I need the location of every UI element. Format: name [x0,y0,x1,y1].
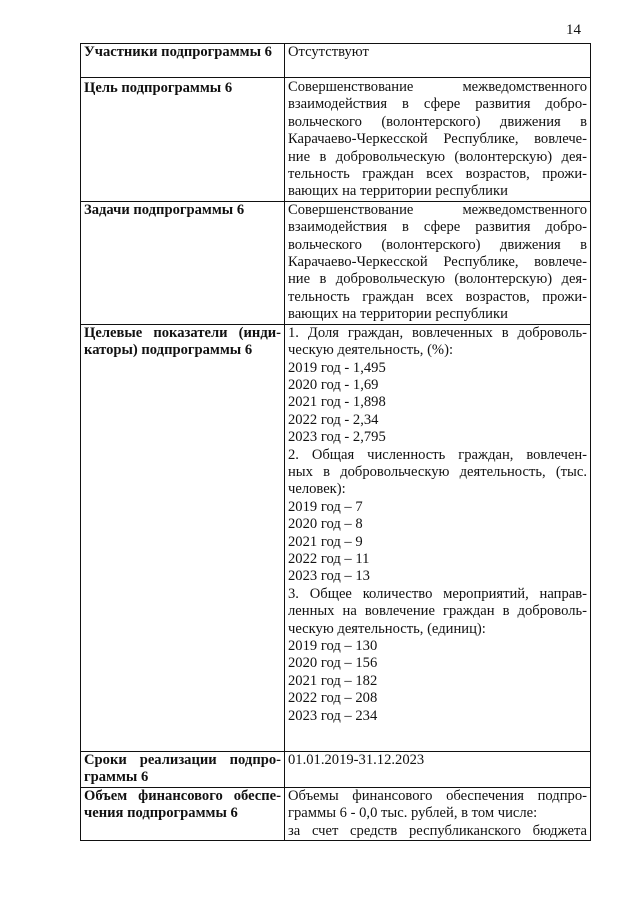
goal-line: Совершенствование межведомственного [288,79,587,95]
indicator-year-value: 2020 год – 8 [288,516,363,533]
tasks-line: вольческого (волонтерского) движения в [288,236,587,253]
terms-label-line: граммы 6 [84,769,149,786]
indicator-year-value: 2021 год – 9 [288,533,363,550]
indicators-value [285,324,591,751]
page-number: 14 [566,22,581,38]
goal-label: Цель подпрограммы 6 [81,78,285,202]
terms-label-line: Сроки реализации подпро- [84,752,281,769]
table-row-tasks [81,201,591,324]
subprogram-passport-table [80,43,591,841]
indicator-year-value: 2020 год - 1,69 [288,376,379,393]
indicator-year-value: 2019 год – 130 [288,638,378,654]
tasks-line: ние в добровольческую (волонтерскую) дея- [288,271,587,288]
indicator-year-value: 2020 год – 156 [288,655,378,672]
indicator-title-line: человек): [288,481,346,498]
tasks-label: Задачи подпрограммы 6 [81,201,285,324]
indicator-group-3 [288,586,587,725]
terms-value: 01.01.2019-31.12.2023 [285,752,591,788]
terms-label [81,752,285,788]
goal-line: вольческого (волонтерского) движения в [288,113,587,130]
funding-line: Объемы финансового обеспечения подпро- [288,787,587,804]
indicator-year-value: 2023 год – 13 [288,568,370,585]
table-row-terms [81,752,591,788]
tasks-value [285,201,591,324]
funding-value [285,787,591,840]
indicator-year-value: 2023 год - 2,795 [288,429,386,446]
tasks-line: Карачаево-Черкесской Республике, вовлече- [288,254,587,271]
goal-line: ние в добровольческую (волонтерскую) дея- [288,148,587,165]
funding-line: граммы 6 - 0,0 тыс. рублей, в том числе: [288,805,538,822]
indicator-year-value: 2019 год – 7 [288,498,363,515]
indicator-year-value: 2022 год - 2,34 [288,411,379,428]
goal-line: вающих на территории республики [288,183,508,200]
goal-line: Карачаево-Черкесской Республике, вовлече- [288,131,587,148]
indicator-year-value: 2019 год - 1,495 [288,359,386,376]
goal-line: взаимодействия в сфере развития добро- [288,96,587,113]
indicator-title-line: 2. Общая численность граждан, вовлечен- [288,446,587,463]
indicator-year-value: 2021 год - 1,898 [288,394,386,411]
participants-value: Отсутствуют [285,44,591,78]
indicators-label [81,324,285,751]
funding-label [81,787,285,840]
goal-value [285,78,591,202]
indicator-year-value: 2023 год – 234 [288,707,378,724]
goal-line: тельность граждан всех возрастов, прожи- [288,166,587,183]
funding-line: за счет средств республиканского бюджета [288,822,587,839]
indicator-title-line: 1. Доля граждан, вовлеченных в доброволь- [288,324,587,341]
indicator-title-line: ленных на вовлечение граждан в доброволь- [288,603,587,620]
funding-label-line: Объем финансового обеспе- [84,787,281,804]
indicator-year-value: 2021 год – 182 [288,672,378,689]
tasks-line: Совершенствование межведомственного [288,201,587,218]
indicator-title-line: ческую деятельность, (единиц): [288,620,486,637]
tasks-line: тельность граждан всех возрастов, прожи- [288,288,587,305]
table-row-participants [81,44,591,78]
indicator-group-2 [288,447,587,586]
indicator-year-value: 2022 год – 208 [288,690,378,707]
table-row-funding [81,787,591,840]
table-row-indicators [81,324,591,751]
indicator-year-value: 2022 год – 11 [288,550,370,567]
tasks-line: взаимодействия в сфере развития добро- [288,219,587,236]
tasks-line: вающих на территории республики [288,306,508,323]
funding-label-line: чения подпрограммы 6 [84,805,238,822]
participants-label: Участники подпрограммы 6 [81,44,285,78]
indicator-title-line: ческую деятельность, (%): [288,342,454,359]
indicator-title-line: ных в добровольческую деятельность, (тыс. [288,463,587,480]
table-row-goal [81,78,591,202]
indicator-title-line: 3. Общее количество мероприятий, направ- [288,585,587,602]
indicators-label-line: каторы) подпрограммы 6 [84,342,253,359]
indicator-group-1 [288,325,587,447]
indicators-label-line: Целевые показатели (инди- [84,324,281,341]
